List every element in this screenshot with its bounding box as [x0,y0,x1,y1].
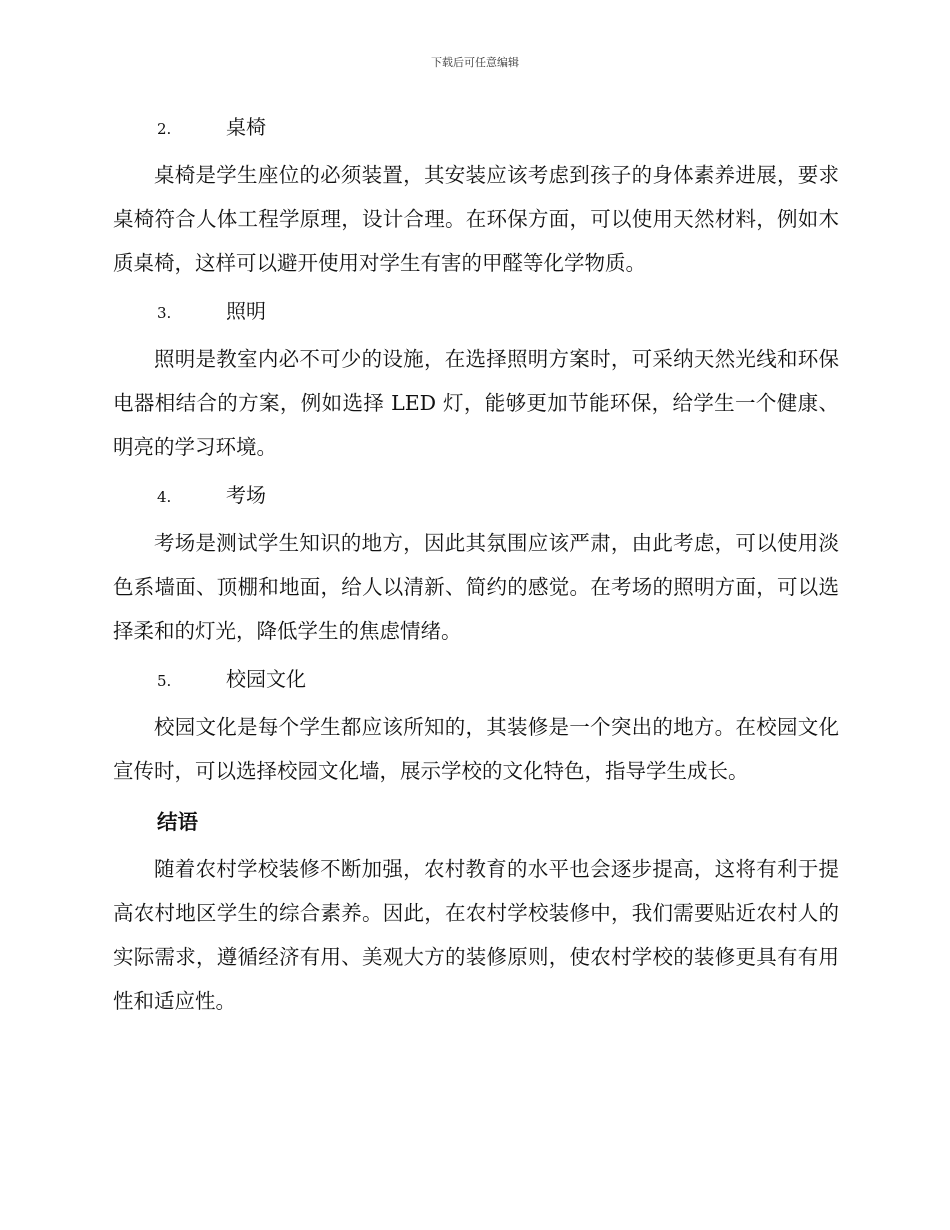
text-line: 农村人的实际需求，遵循经济有用、美观大方的装修原则，使农村学校的装 [113,901,839,969]
text-line: 健康、明亮的学习环境。 [113,391,840,459]
paragraph-campus-culture [113,705,839,793]
text-line: 校园文化是每个学生都应该所知的，其装修是一个突出的地方。在校园 [154,715,798,739]
section-number: 4. [157,488,172,506]
text-line: 桌椅是学生座位的必须装置，其安装应该考虑到孩子的身体素养进展， [154,163,798,187]
section-number: 3. [157,304,172,322]
section-heading-campus-culture [113,659,839,699]
section-heading-lighting [113,291,839,331]
section-title: 考场 [226,483,266,507]
paragraph-lighting [113,337,839,469]
text-line: 文化宣传时，可以选择校园文化墙，展示学校的文化特色，指导学生成长。 [113,715,839,783]
paragraph-exam-room [113,521,839,653]
text-line: 考场是测试学生知识的地方，因此其氛围应该严肃，由此考虑，可以使 [154,531,798,555]
paragraph-conclusion [113,847,839,1023]
section-heading-exam-room [113,475,839,515]
conclusion-heading: 结语 [157,810,198,834]
text-line: 面，可以选择柔和的灯光，降低学生的焦虑情绪。 [113,575,839,643]
text-line: 随着农村学校装修不断加强，农村教育的水平也会逐步提高，这将有利 [154,857,798,881]
section-number: 2. [157,120,172,138]
text-line: 料，例如木质桌椅，这样可以避开使用对学生有害的甲醛等化学物质。 [113,207,839,275]
text-line: 要求桌椅符合人体工程学原理，设计合理。在环保方面，可以使用天然材 [113,163,839,231]
section-title: 校园文化 [226,667,306,691]
text-line: 用淡色系墙面、顶棚和地面，给人以清新、简约的感觉。在考场的照明方 [113,531,839,599]
text-line: 环保电器相结合的方案，例如选择 LED 灯，能够更加节能环保，给学生一个 [113,347,839,415]
page-header: 下载后可任意编辑 [431,56,519,69]
text-line: 修更具有有用性和适应性。 [113,945,839,1013]
text-line: 于提高农村地区学生的综合素养。因此，在农村学校装修中，我们需要贴近 [113,857,839,925]
section-number: 5. [157,672,172,690]
document-body [113,107,839,1029]
section-title: 桌椅 [226,115,266,139]
section-heading-desks-chairs [113,107,839,147]
section-title: 照明 [226,299,266,323]
paragraph-desks-chairs [113,153,839,285]
text-line: 照明是教室内必不可少的设施，在选择照明方案时，可采纳天然光线和 [154,347,798,371]
